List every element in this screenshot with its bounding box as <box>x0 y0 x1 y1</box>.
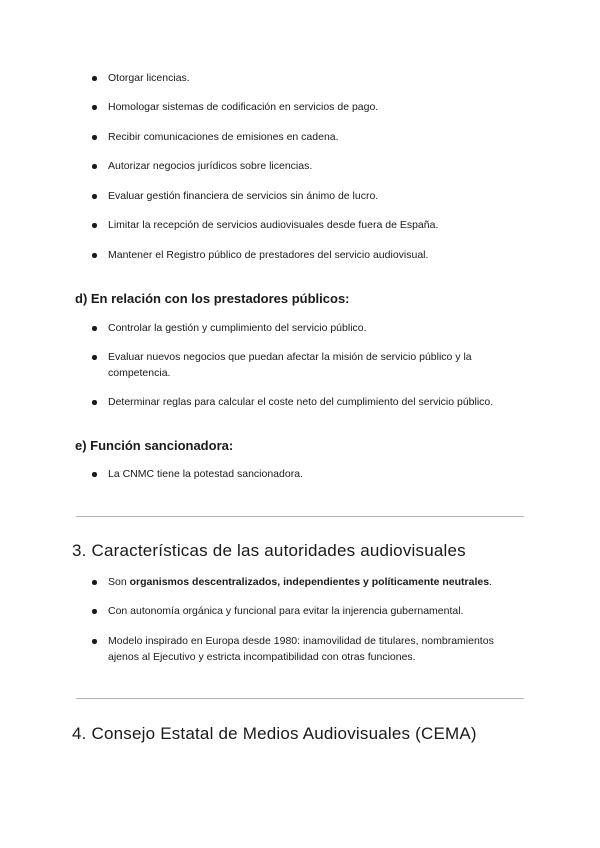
list-item: Otorgar licencias. <box>90 70 520 86</box>
list-item: Mantener el Registro público de prestadores del servicio audiovisual. <box>90 247 520 263</box>
item-bold-text: organismos descentralizados, independientes y políticamente neutrales <box>129 576 490 588</box>
list-item: Con autonomía orgánica y funcional para evitar la injerencia gubernamental. <box>90 603 520 619</box>
list-item: Homologar sistemas de codificación en servicios de pago. <box>90 99 520 115</box>
list-item: Evaluar nuevos negocios que puedan afectar la misión de servicio público y la competencia. <box>90 349 520 381</box>
subheading-sanctioning: e) Función sancionadora: <box>75 438 234 453</box>
list-item: La CNMC tiene la potestad sancionadora. <box>90 466 520 482</box>
list-item <box>90 574 520 590</box>
list-item: Controlar la gestión y cumplimiento del servicio público. <box>90 320 520 336</box>
list-item: Recibir comunicaciones de emisiones en cadena. <box>90 129 520 145</box>
list-item: Evaluar gestión financiera de servicios sin ánimo de lucro. <box>90 188 520 204</box>
item-suffix: . <box>489 576 492 588</box>
list-item: Determinar reglas para calcular el coste neto del cumplimiento del servicio público. <box>90 394 520 410</box>
item-prefix: Son <box>108 576 130 588</box>
section-divider <box>76 698 524 699</box>
section-4-heading: 4. Consejo Estatal de Medios Audiovisuales (CEMA) <box>72 724 477 743</box>
section-divider <box>76 516 524 517</box>
list-item: Autorizar negocios jurídicos sobre licencias. <box>90 158 520 174</box>
list-item: Limitar la recepción de servicios audiovisuales desde fuera de España. <box>90 217 520 233</box>
subheading-public-providers: d) En relación con los prestadores públicos: <box>75 291 350 306</box>
list-item: Modelo inspirado en Europa desde 1980: inamovilidad de titulares, nombramientos ajenos al Ejecutivo y estricta incompatibilidad con otras funciones. <box>90 633 520 665</box>
section-3-heading: 3. Características de las autoridades audiovisuales <box>72 541 466 560</box>
